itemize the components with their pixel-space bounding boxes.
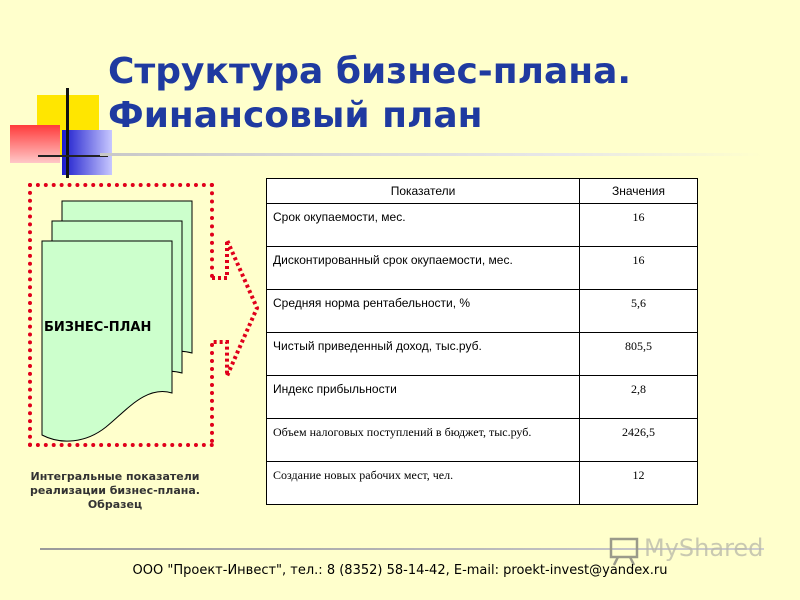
decor-red-square xyxy=(10,125,60,163)
slide-title-line2: Финансовый план xyxy=(108,95,483,136)
table-cell-name: Объем налоговых поступлений в бюджет, тыс.руб. xyxy=(267,419,580,462)
caption-line3: Образец xyxy=(87,498,143,511)
table-row xyxy=(267,462,698,505)
table-cell-value: 16 xyxy=(580,247,698,290)
table-cell-value: 805,5 xyxy=(580,333,698,376)
caption xyxy=(30,470,200,512)
table-row xyxy=(267,376,698,419)
table-row xyxy=(267,290,698,333)
column-header-values: Значения xyxy=(580,179,698,204)
table-cell-value: 2426,5 xyxy=(580,419,698,462)
title-divider xyxy=(100,153,762,156)
table-row xyxy=(267,419,698,462)
table-cell-name: Создание новых рабочих мест, чел. xyxy=(267,462,580,505)
table-cell-name: Чистый приведенный доход, тыс.руб. xyxy=(267,333,580,376)
footer-text: ООО "Проект-Инвест", тел.: 8 (8352) 58-14-42, E-mail: proekt-invest@yandex.ru xyxy=(132,563,668,578)
table-cell-name: Срок окупаемости, мес. xyxy=(267,204,580,247)
slide-title-line1: Структура бизнес-плана. xyxy=(108,51,632,92)
table-cell-value: 16 xyxy=(580,204,698,247)
document-label: БИЗНЕС-ПЛАН xyxy=(44,320,152,335)
decor-horizontal-line xyxy=(38,155,108,157)
presentation-board-icon xyxy=(608,536,642,566)
table-row xyxy=(267,204,698,247)
table-cell-name: Средняя норма рентабельности, % xyxy=(267,290,580,333)
caption-line1: Интегральные показатели xyxy=(30,470,200,483)
watermark-text: MyShared xyxy=(644,534,764,562)
column-header-indicators: Показатели xyxy=(267,179,580,204)
table-cell-value: 5,6 xyxy=(580,290,698,333)
table-row xyxy=(267,333,698,376)
caption-line2: реализации бизнес-плана. xyxy=(30,484,200,497)
decor-vertical-line xyxy=(66,88,69,178)
table-cell-name: Индекс прибыльности xyxy=(267,376,580,419)
table-cell-value: 12 xyxy=(580,462,698,505)
slide-title xyxy=(108,50,631,138)
table-row xyxy=(267,247,698,290)
footer-contact xyxy=(0,563,800,578)
table-header-row xyxy=(267,179,698,204)
dotted-arrow-icon xyxy=(205,230,265,390)
table-cell-name: Дисконтированный срок окупаемости, мес. xyxy=(267,247,580,290)
indicators-table xyxy=(266,178,698,505)
table-cell-value: 2,8 xyxy=(580,376,698,419)
